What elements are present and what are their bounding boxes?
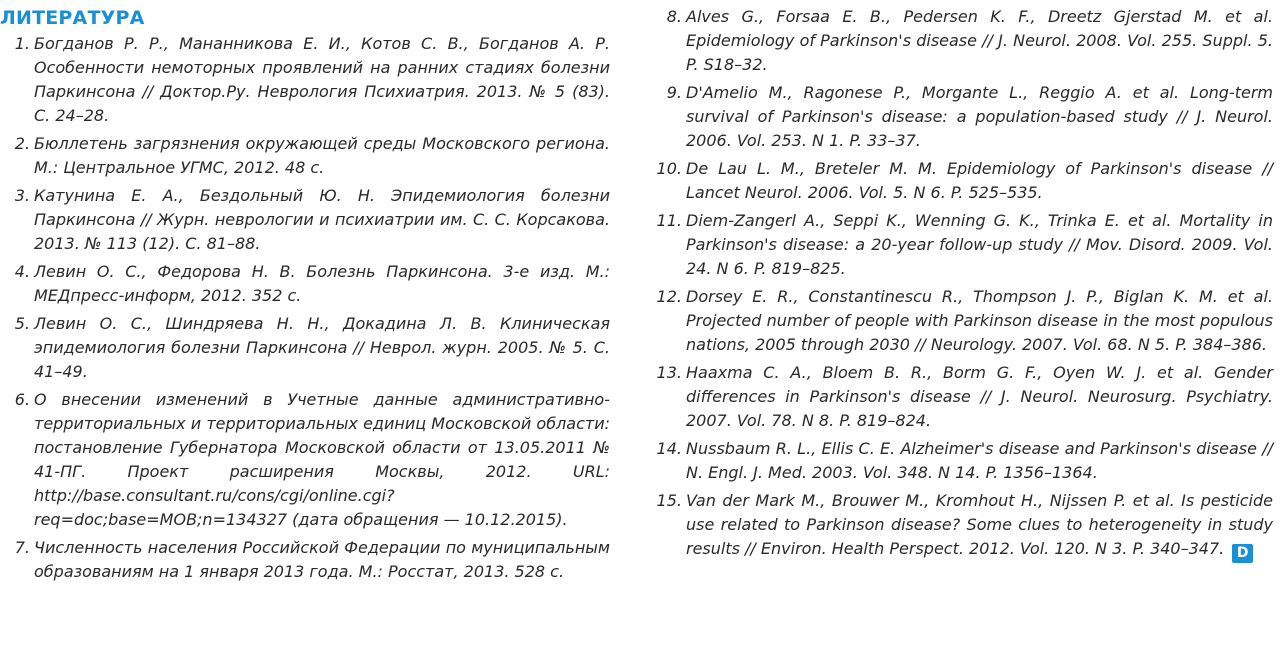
reference-number: 9.	[666, 83, 682, 102]
reference-text: D'Amelio M., Ragonese P., Morgante L., Reggio A. et al. Long-term survival of Parkinson's disease: a population-based study // J. Neurol. 2006. Vol. 253. N 1. P. 33–37.	[686, 83, 1273, 150]
reference-number: 8.	[666, 7, 682, 26]
reference-number: 5.	[14, 314, 30, 333]
reference-text: Nussbaum R. L., Ellis C. E. Alzheimer's disease and Parkinson's disease // N. Engl. J. Med. 2003. Vol. 348. N 14. P. 1356–1364.	[686, 439, 1273, 482]
reference-number: 14.	[656, 439, 682, 458]
reference-number: 13.	[656, 363, 682, 382]
reference-list-right	[645, 5, 1273, 563]
reference-text: Бюллетень загрязнения окружающей среды Московского региона. М.: Центральное УГМС, 2012. 48 с.	[34, 134, 610, 177]
reference-item	[0, 388, 610, 532]
reference-number: 7.	[14, 538, 30, 557]
reference-text: Haaxma C. A., Bloem B. R., Borm G. F., Oyen W. J. et al. Gender differences in Parkinson's disease // J. Neurol. Neurosurg. Psychiatry. 2007. Vol. 78. N 8. P. 819–824.	[686, 363, 1273, 430]
reference-number: 2.	[14, 134, 30, 153]
reference-item	[0, 536, 610, 584]
journal-logo-icon: D	[1232, 544, 1253, 563]
reference-item	[0, 132, 610, 180]
right-column	[645, 0, 1273, 567]
reference-text: Левин О. С., Шиндряева Н. Н., Докадина Л. В. Клиническая эпидемиология болезни Паркинсона // Неврол. журн. 2005. № 5. С. 41–49.	[34, 314, 610, 381]
reference-text: Van der Mark M., Brouwer M., Kromhout H., Nijssen P. et al. Is pesticide use related to Parkinson disease? Some clues to heterogeneity in study results // Environ. Health Perspect. 2012. Vol. 120. N 3. P. 340–347.	[686, 491, 1273, 558]
reference-item	[645, 489, 1273, 563]
reference-item	[645, 5, 1273, 77]
reference-item	[0, 312, 610, 384]
reference-text: Diem-Zangerl A., Seppi K., Wenning G. K., Trinka E. et al. Mortality in Parkinson's disease: a 20-year follow-up study // Mov. Disord. 2009. Vol. 24. N 6. P. 819–825.	[686, 211, 1273, 278]
reference-text-last	[686, 489, 1273, 563]
reference-list-left	[0, 32, 610, 584]
reference-number: 1.	[14, 34, 30, 53]
reference-text: О внесении изменений в Учетные данные административно-территориальных и территориальных единиц Московской области: постановление Губернатора Московской области от 13.05.2011 № 41-ПГ. Проект расширения Москвы, 2012. URL: http://base.consultant.ru/cons/cgi/online.cgi?req=doc;base=MOB;n=134327 (дата обращения — 10.12.2015).	[34, 390, 610, 529]
reference-number: 12.	[656, 287, 682, 306]
reference-item	[0, 32, 610, 128]
reference-text: De Lau L. M., Breteler M. M. Epidemiology of Parkinson's disease // Lancet Neurol. 2006. Vol. 5. N 6. P. 525–535.	[686, 159, 1273, 202]
reference-number: 10.	[656, 159, 682, 178]
reference-number: 6.	[14, 390, 30, 409]
reference-text: Катунина Е. А., Бездольный Ю. Н. Эпидемиология болезни Паркинсона // Журн. неврологии и психиатрии им. С. С. Корсакова. 2013. № 113 (12). С. 81–88.	[34, 186, 610, 253]
reference-item	[645, 157, 1273, 205]
reference-item	[0, 260, 610, 308]
reference-item	[645, 209, 1273, 281]
reference-number: 4.	[14, 262, 30, 281]
reference-item	[645, 81, 1273, 153]
reference-text: Богданов Р. Р., Мананникова Е. И., Котов С. В., Богданов А. Р. Особенности немоторных проявлений на ранних стадиях болезни Паркинсона // Доктор.Ру. Неврология Психиатрия. 2013. № 5 (83). С. 24–28.	[34, 34, 610, 125]
reference-item	[0, 184, 610, 256]
reference-text: Левин О. С., Федорова Н. В. Болезнь Паркинсона. 3-е изд. М.: МЕДпресс-информ, 2012. 352 с.	[34, 262, 610, 305]
reference-item	[645, 285, 1273, 357]
reference-number: 15.	[656, 491, 682, 510]
reference-text: Численность населения Российской Федерации по муниципальным образованиям на 1 января 2013 года. М.: Росстат, 2013. 528 с.	[34, 538, 610, 581]
reference-item	[645, 361, 1273, 433]
reference-text: Alves G., Forsaa E. B., Pedersen K. F., Dreetz Gjerstad M. et al. Epidemiology of Parkinson's disease // J. Neurol. 2008. Vol. 255. Suppl. 5. P. S18–32.	[686, 7, 1273, 74]
reference-number: 3.	[14, 186, 30, 205]
reference-number: 11.	[656, 211, 682, 230]
reference-text: Dorsey E. R., Constantinescu R., Thompson J. P., Biglan K. M. et al. Projected number of people with Parkinson disease in the most populous nations, 2005 through 2030 // Neurology. 2007. Vol. 68. N 5. P. 384–386.	[686, 287, 1273, 354]
references-heading: ЛИТЕРАТУРА	[0, 7, 145, 29]
left-column	[0, 0, 610, 588]
reference-item	[645, 437, 1273, 485]
